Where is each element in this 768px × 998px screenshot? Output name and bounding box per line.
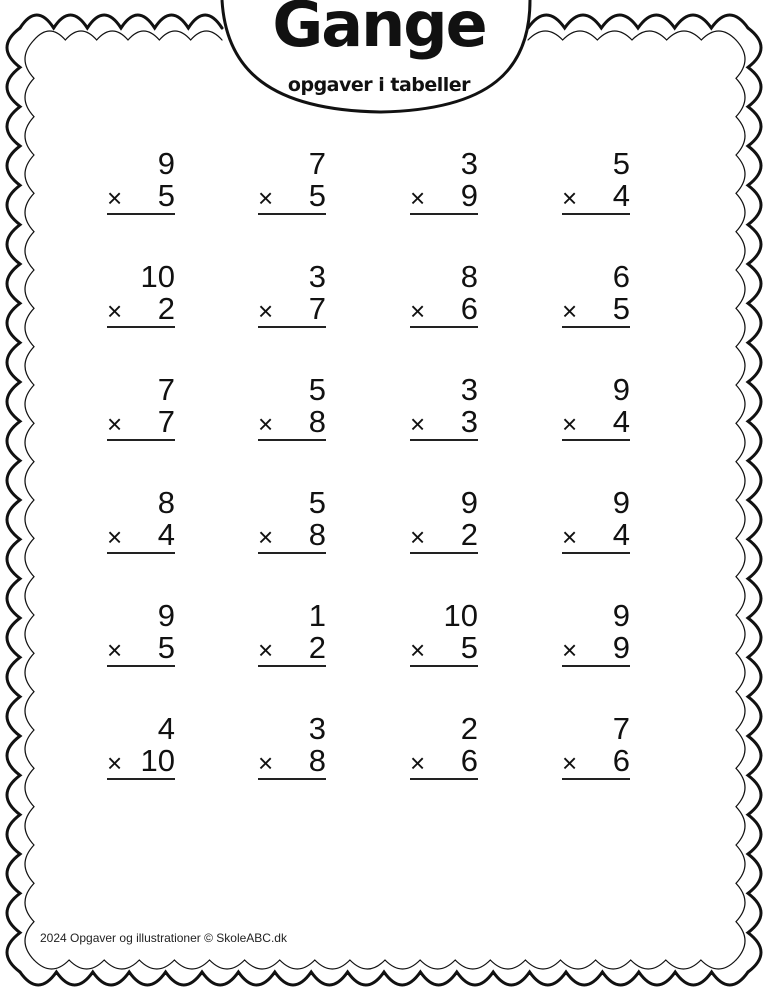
times-sign: × xyxy=(562,183,578,213)
bottom-factor: 2 xyxy=(157,291,175,326)
bottom-factor: 5 xyxy=(612,291,630,326)
multiplication-problem xyxy=(258,599,326,669)
answer-line xyxy=(410,213,478,215)
multiplication-problem xyxy=(258,260,326,330)
times-sign: × xyxy=(107,183,123,213)
answer-line xyxy=(562,665,630,667)
answer-line xyxy=(107,213,175,215)
border-scallop xyxy=(528,15,748,28)
times-sign: × xyxy=(107,635,123,665)
bottom-factor: 2 xyxy=(308,630,326,665)
top-factor: 10 xyxy=(443,598,478,633)
top-factor: 3 xyxy=(308,259,326,294)
answer-line xyxy=(562,778,630,780)
answer-line xyxy=(258,439,326,441)
multiplication-problem xyxy=(410,599,478,669)
border-scallop xyxy=(7,28,20,972)
top-factor: 3 xyxy=(460,372,478,407)
top-factor: 8 xyxy=(157,485,175,520)
top-factor: 5 xyxy=(308,372,326,407)
multiplication-problem xyxy=(107,712,175,782)
top-factor: 4 xyxy=(157,711,175,746)
border-scallop xyxy=(528,31,736,40)
multiplication-problem xyxy=(562,147,630,217)
times-sign: × xyxy=(562,748,578,778)
bottom-factor: 8 xyxy=(308,517,326,552)
times-sign: × xyxy=(258,183,274,213)
answer-line xyxy=(562,213,630,215)
border-scallop xyxy=(748,28,761,972)
bottom-factor: 4 xyxy=(612,178,630,213)
times-sign: × xyxy=(410,522,426,552)
copyright-footer: 2024 Opgaver og illustrationer © SkoleABC.dk xyxy=(40,931,287,945)
bottom-factor: 2 xyxy=(460,517,478,552)
answer-line xyxy=(410,552,478,554)
multiplication-problem xyxy=(107,373,175,443)
bottom-factor: 6 xyxy=(612,743,630,778)
times-sign: × xyxy=(107,296,123,326)
top-factor: 3 xyxy=(308,711,326,746)
answer-line xyxy=(410,326,478,328)
multiplication-problem xyxy=(562,373,630,443)
bottom-factor: 9 xyxy=(460,178,478,213)
multiplication-problem xyxy=(562,260,630,330)
top-factor: 7 xyxy=(612,711,630,746)
bottom-factor: 5 xyxy=(157,630,175,665)
border-scallop xyxy=(34,31,222,40)
multiplication-problem xyxy=(107,486,175,556)
times-sign: × xyxy=(258,522,274,552)
top-factor: 7 xyxy=(308,146,326,181)
answer-line xyxy=(258,552,326,554)
top-factor: 2 xyxy=(460,711,478,746)
times-sign: × xyxy=(258,409,274,439)
top-factor: 5 xyxy=(612,146,630,181)
top-factor: 10 xyxy=(140,259,175,294)
multiplication-problem xyxy=(258,147,326,217)
answer-line xyxy=(410,665,478,667)
top-factor: 9 xyxy=(157,146,175,181)
bottom-factor: 3 xyxy=(460,404,478,439)
top-factor: 6 xyxy=(612,259,630,294)
times-sign: × xyxy=(410,409,426,439)
answer-line xyxy=(258,778,326,780)
multiplication-problem xyxy=(562,712,630,782)
multiplication-problem xyxy=(410,486,478,556)
answer-line xyxy=(410,439,478,441)
top-factor: 9 xyxy=(460,485,478,520)
times-sign: × xyxy=(258,296,274,326)
multiplication-problem xyxy=(258,373,326,443)
bottom-factor: 7 xyxy=(308,291,326,326)
border-scallop xyxy=(736,40,745,960)
times-sign: × xyxy=(107,522,123,552)
border-scallop xyxy=(34,960,736,969)
times-sign: × xyxy=(107,409,123,439)
bottom-factor: 5 xyxy=(157,178,175,213)
answer-line xyxy=(107,778,175,780)
multiplication-problem xyxy=(562,486,630,556)
bottom-factor: 4 xyxy=(612,517,630,552)
multiplication-problem xyxy=(107,147,175,217)
times-sign: × xyxy=(258,635,274,665)
multiplication-problem xyxy=(410,373,478,443)
answer-line xyxy=(107,552,175,554)
answer-line xyxy=(410,778,478,780)
top-factor: 9 xyxy=(612,598,630,633)
answer-line xyxy=(258,326,326,328)
answer-line xyxy=(258,665,326,667)
border-scallop xyxy=(20,972,748,985)
bottom-factor: 8 xyxy=(308,404,326,439)
top-factor: 1 xyxy=(308,598,326,633)
top-factor: 9 xyxy=(157,598,175,633)
bottom-factor: 4 xyxy=(157,517,175,552)
border-scallop xyxy=(25,40,34,960)
page-subtitle: opgaver i tabeller xyxy=(287,74,471,96)
times-sign: × xyxy=(562,522,578,552)
answer-line xyxy=(562,552,630,554)
bottom-factor: 5 xyxy=(308,178,326,213)
multiplication-problem xyxy=(562,599,630,669)
times-sign: × xyxy=(410,635,426,665)
times-sign: × xyxy=(562,296,578,326)
top-factor: 7 xyxy=(157,372,175,407)
page-title: Gange xyxy=(272,0,486,61)
times-sign: × xyxy=(107,748,123,778)
top-factor: 9 xyxy=(612,372,630,407)
times-sign: × xyxy=(562,635,578,665)
bottom-factor: 9 xyxy=(612,630,630,665)
multiplication-problem xyxy=(107,599,175,669)
bottom-factor: 4 xyxy=(612,404,630,439)
multiplication-problem xyxy=(410,147,478,217)
bottom-factor: 6 xyxy=(460,291,478,326)
multiplication-problem xyxy=(107,260,175,330)
times-sign: × xyxy=(562,409,578,439)
answer-line xyxy=(107,439,175,441)
times-sign: × xyxy=(410,748,426,778)
bottom-factor: 7 xyxy=(157,404,175,439)
times-sign: × xyxy=(258,748,274,778)
top-factor: 5 xyxy=(308,485,326,520)
bottom-factor: 10 xyxy=(140,743,175,778)
answer-line xyxy=(107,326,175,328)
top-factor: 9 xyxy=(612,485,630,520)
times-sign: × xyxy=(410,183,426,213)
bottom-factor: 6 xyxy=(460,743,478,778)
multiplication-problem xyxy=(258,712,326,782)
answer-line xyxy=(562,439,630,441)
answer-line xyxy=(258,213,326,215)
multiplication-problem xyxy=(410,260,478,330)
answer-line xyxy=(562,326,630,328)
top-factor: 8 xyxy=(460,259,478,294)
answer-line xyxy=(107,665,175,667)
times-sign: × xyxy=(410,296,426,326)
bottom-factor: 5 xyxy=(460,630,478,665)
multiplication-problem xyxy=(258,486,326,556)
multiplication-problem xyxy=(410,712,478,782)
border-scallop xyxy=(20,15,222,28)
bottom-factor: 8 xyxy=(308,743,326,778)
top-factor: 3 xyxy=(460,146,478,181)
